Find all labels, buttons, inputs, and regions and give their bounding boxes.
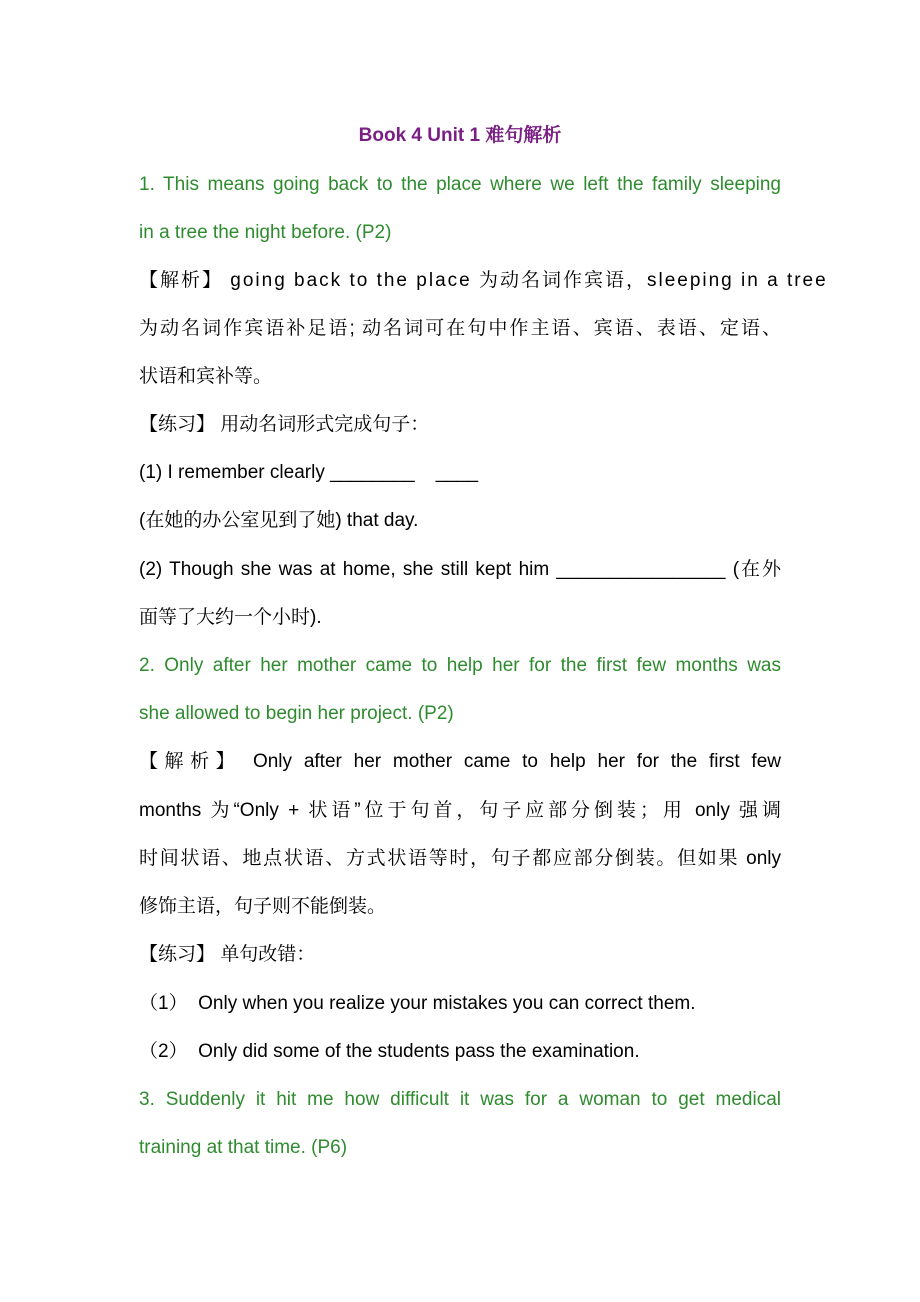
item1-analysis-line3: 状语和宾补等。 (139, 366, 273, 387)
item2-practice-label: 【练习】 单句改错： (139, 944, 316, 965)
item2-analysis-line2: months 为“Only + 状语”位于句首，句子应部分倒装；用 only 强调 (139, 800, 781, 821)
item2-analysis-line1: 【解析】 Only after her mother came to help her for the first few (139, 751, 781, 772)
item1-sentence-line1: 1. This means going back to the place where we left the family sleeping (139, 174, 781, 195)
page-title: Book 4 Unit 1 难句解析 (358, 125, 562, 146)
item2-sentence-line2: she allowed to begin her project. (P2) (139, 703, 454, 724)
item2-analysis-line3: 时间状语、地点状语、方式状语等时，句子都应部分倒装。但如果 only (139, 848, 781, 869)
item3-sentence-line1: 3. Suddenly it hit me how difficult it was for a woman to get medical (139, 1089, 781, 1110)
item2-sentence-line1: 2. Only after her mother came to help her for the first few months was (139, 655, 781, 676)
item1-question1-line2: (在她的办公室见到了她) that day. (139, 510, 419, 531)
item1-question2-line1: (2) Though she was at home, she still kept him ________________ (在外 (139, 559, 781, 580)
item1-analysis-line1: 【解析】 going back to the place 为动名词作宾语，sleeping in a tree (139, 270, 828, 291)
item2-question2: （2） Only did some of the students pass the examination. (139, 1041, 640, 1062)
item1-question2-line2: 面等了大约一个小时). (139, 607, 322, 628)
item2-question1: （1） Only when you realize your mistakes you can correct them. (139, 993, 696, 1014)
item1-analysis-line2: 为动名词作宾语补足语; 动名词可在句中作主语、宾语、表语、定语、 (139, 318, 781, 339)
item2-analysis-line4: 修饰主语，句子则不能倒装。 (139, 896, 387, 917)
item3-sentence-line2: training at that time. (P6) (139, 1137, 348, 1158)
item1-practice-label: 【练习】 用动名词形式完成句子： (139, 414, 430, 435)
item1-question1-line1: (1) I remember clearly ________ ____ (139, 462, 479, 483)
item1-sentence-line2: in a tree the night before. (P2) (139, 222, 392, 243)
